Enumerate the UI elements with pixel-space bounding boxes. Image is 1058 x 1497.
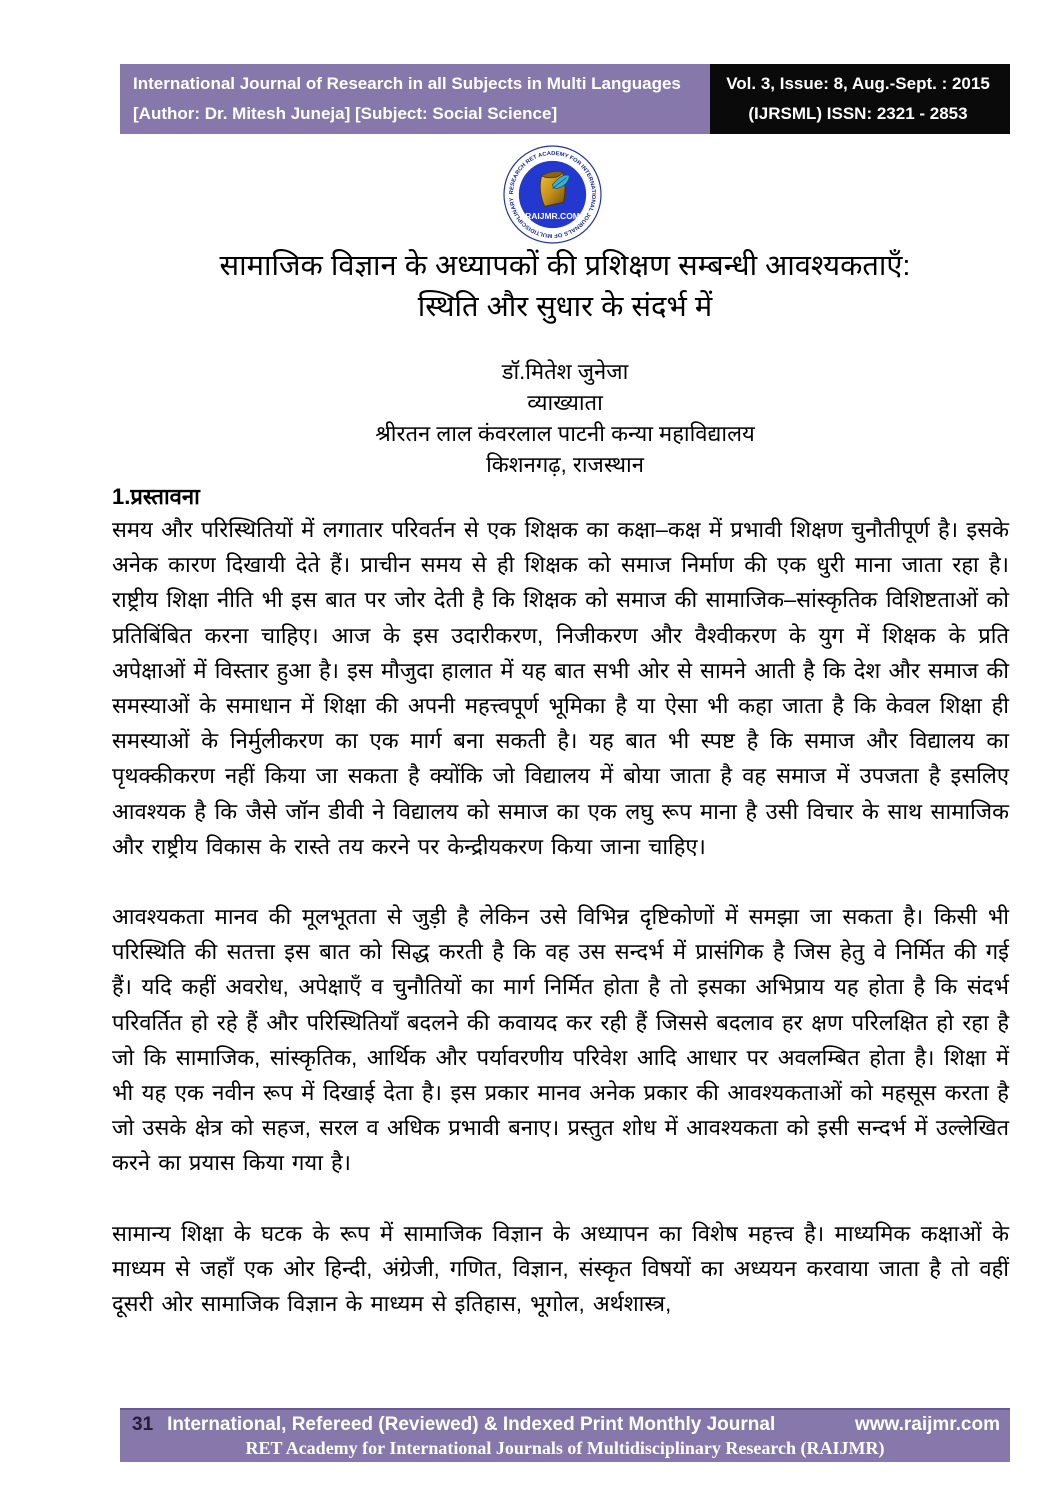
- body-paragraph-2: आवश्यकता मानव की मूलभूतता से जुड़ी है लेकिन उसे विभिन्न दृष्टिकोणों में समझा जा सकता है। किसी भी परिस्थिति की सतत्ता इस बात को सिद्ध करती है कि वह उस सन्दर्भ में प्रासंगिक है जिस हेतु वे निर्मित की गई हैं। यदि कहीं अवरोध, अपेक्षाएँ व चुनौतियों का मार्ग निर्मित होता है तो इसका अभिप्राय यह होता है कि संदर्भ परिवर्तित हो रहे हैं और परिस्थितियाँ बदलने की कवायद कर रही हैं जिससे बदलाव हर क्षण परिलक्षित हो रहा है जो कि सामाजिक, सांस्कृतिक, आर्थिक और पर्यावरणीय परिवेश आदि आधार पर अवलम्बित होता है। शिक्षा में भी यह एक नवीन रूप में दिखाई देता है। इस प्रकार मानव अनेक प्रकार की आवश्यकताओं को महसूस करता है जो उसके क्षेत्र को सहज, सरल व अधिक प्रभावी बनाए। प्रस्तुत शोध में आवश्यकता को इसी सन्दर्भ में उल्लेखित करने का प्रयास किया गया है।: [112, 904, 1009, 1176]
- body-paragraph-3: सामान्य शिक्षा के घटक के रूप में सामाजिक विज्ञान के अध्यापन का विशेष महत्त्व है। माध्यमिक कक्षाओं के माध्यम से जहाँ एक ओर हिन्दी, अंग्रेजी, गणित, विज्ञान, संस्कृत विषयों का अध्ययन करवाया जाता है तो वहीं दूसरी ओर सामाजिक विज्ञान के माध्यम से इतिहास, भूगोल, अर्थशास्त्र,: [112, 1220, 1009, 1317]
- body-paragraph-1: समय और परिस्थितियों में लगातार परिवर्तन से एक शिक्षक का कक्षा–कक्ष में प्रभावी शिक्षण चुनौतीपूर्ण है। इसके अनेक कारण दिखायी देते हैं। प्राचीन समय से ही शिक्षक को समाज निर्माण की एक धुरी माना जाता रहा है। राष्ट्रीय शिक्षा नीति भी इस बात पर जोर देती है कि शिक्षक को समाज की सामाजिक–सांस्कृतिक विशिष्टताओं को प्रतिबिंबित करना चाहिए। आज के इस उदारीकरण, निजीकरण और वैश्वीकरण के युग में शिक्षक के प्रति अपेक्षाओं में विस्तार हुआ है। इस मौजुदा हालात में यह बात सभी ओर से सामने आती है कि देश और समाज की समस्याओं के समाधान में शिक्षा की अपनी महत्त्वपूर्ण भूमिका है या ऐसा भी कहा जाता है कि केवल शिक्षा ही समस्याओं के निर्मुलीकरण का एक मार्ग बना सकती है। यह बात भी स्पष्ट है कि समाज और विद्यालय का पृथक्कीकरण नहीं किया जा सकता है क्योंकि जो विद्यालय में बोया जाता है वह समाज में उपजता है इसलिए आवश्यक है कि जैसे जॉन डीवी ने विद्यालय को समाज का एक लघु रूप माना है उसी विचार के साथ सामाजिक और राष्ट्रीय विकास के रास्ते तय करने पर केन्द्रीयकरण किया जाना चाहिए।: [112, 517, 1009, 859]
- page-header: [120, 64, 1010, 134]
- raijmr-logo: [503, 145, 602, 244]
- issn-line: (IJRSML) ISSN: 2321 - 2853: [748, 104, 968, 123]
- logo-center-text: RAIJMR.COM: [525, 211, 580, 222]
- footer-website: www.raijmr.com: [854, 1414, 1000, 1435]
- header-issue-block: [710, 64, 1010, 134]
- footer-academy-line: RET Academy for International Journals of Multidisciplinary Research (RAIJMR): [245, 1438, 885, 1458]
- volume-issue-line: Vol. 3, Issue: 8, Aug.-Sept. : 2015: [726, 74, 990, 93]
- raijmr-logo-icon: [503, 145, 602, 244]
- article-title-line1: सामाजिक विज्ञान के अध्यापकों की प्रशिक्षण सम्बन्धी आवश्यकताएँ:: [219, 250, 911, 282]
- page-footer: [120, 1408, 1010, 1462]
- article-title: [120, 246, 1010, 328]
- author-location: किशनगढ़, राजस्थान: [486, 452, 644, 477]
- author-block: [120, 356, 1010, 480]
- author-designation: व्याख्याता: [527, 390, 603, 415]
- footer-journal-line: International, Refereed (Reviewed) & Indexed Print Monthly Journal: [167, 1414, 776, 1435]
- article-body: [112, 482, 1009, 1321]
- page-number: 31: [132, 1414, 154, 1435]
- footer-row1: [120, 1410, 1010, 1437]
- header-journal-block: [120, 64, 710, 134]
- journal-title: International Journal of Research in all Subjects in Multi Languages: [133, 74, 681, 93]
- author-subject-line: [Author: Dr. Mitesh Juneja] [Subject: Social Science]: [133, 104, 558, 123]
- section-heading: 1.प्रस्तावना: [112, 484, 200, 509]
- article-title-line2: स्थिति और सुधार के संदर्भ में: [417, 291, 713, 323]
- author-name: डॉ.मितेश जुनेजा: [501, 359, 629, 384]
- logo-ring-text: RESEARCH RET ACADEMY FOR INTERNATIONAL JOURNALS OF MULTIDISCIPLINARY: [508, 150, 597, 239]
- author-institution: श्रीरतन लाल कंवरलाल पाटनी कन्या महाविद्यालय: [375, 421, 755, 446]
